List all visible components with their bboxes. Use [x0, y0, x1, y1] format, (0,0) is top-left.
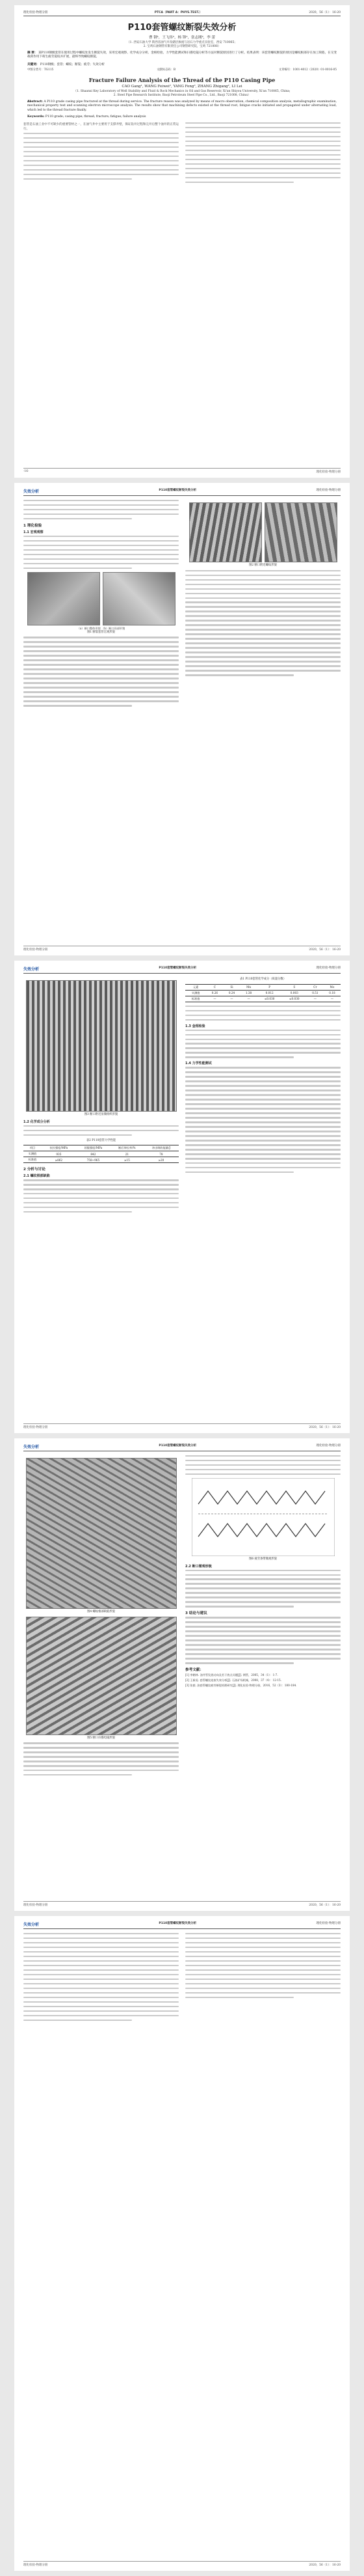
page-4-left-column	[23, 1455, 179, 1779]
figure-1	[23, 572, 179, 625]
figure-4-caption: 图4 螺纹根部缺陷形貌	[87, 1610, 115, 1613]
footer-citation: 2020，56（1）：16-20	[309, 948, 341, 952]
figure-3-caption: 图3 断口附近显微组织形貌	[84, 1113, 118, 1116]
page-5	[14, 1916, 350, 2571]
footer-journal: 理化检验-物理分册	[23, 1426, 48, 1429]
running-title: P110套管螺纹断裂失效分析	[159, 1922, 197, 1925]
page-header	[23, 1921, 341, 1929]
abstract-en-label: Abstract:	[27, 100, 43, 103]
table-2: 项目 抗拉强度/MPa 屈服强度/MPa 断后伸长率/% 冲击吸收能量/J 实测值 935 842 21 78 标准值 ≥862 758~965 ≥15 ≥20	[23, 1145, 179, 1163]
section-heading: 3 结论与建议	[185, 1611, 207, 1616]
abstract-en-text: A P110 grade casing pipe fractured at the thread during service. The fracture reason was analyzed by means of macro observation, chemical composition analysis, metallographic examination, mechanical property test and scanning electron microscope analysis. The results show that machining defects existed at the thread root, fatigue cracks initiated and propagated under alternating load, which led to the thread fracture finally.	[27, 100, 337, 112]
article-meta	[27, 68, 337, 72]
page-header	[23, 488, 341, 496]
table-1: 元素 C Si Mn P S Cr Mo 实测值 0.26 0.24 1.38 0.012 0.003 0.51 0.18 标准值 — — — ≤0.030 ≤0.030 — —	[185, 984, 341, 1002]
page-header	[23, 1444, 341, 1451]
journal-cn-name: 理化检验-物理分册	[23, 11, 48, 14]
page-3-right-column	[185, 978, 341, 1216]
page-5-left-column	[23, 1933, 179, 2024]
page-1-body	[23, 122, 341, 186]
page-2-right-column	[185, 500, 341, 709]
figure-6-caption: 图6 疲劳条带微观形貌	[249, 1557, 277, 1561]
reference-item: [2] 王新虎. 套管螺纹连接失效分析[J]. 石油矿场机械，2008，37（4）：12-15.	[185, 1679, 281, 1682]
running-title: P110套管螺纹断裂失效分析	[159, 1444, 197, 1447]
figure-1-caption: 图1 断裂套管宏观形貌	[87, 630, 115, 634]
page-2-body	[23, 500, 341, 709]
table-row: 实测值 0.26 0.24 1.38 0.012 0.003 0.51 0.18	[185, 990, 341, 996]
page-3-body	[23, 978, 341, 1216]
journal-header-mid: PTCA（PART A：PHYS.TEST.）	[154, 11, 202, 14]
subsection-heading: 1.3 金相检验	[185, 1024, 205, 1028]
abstract-cn-label: 摘 要：	[27, 51, 38, 55]
figure-4	[23, 1458, 179, 1609]
references-list	[185, 1673, 341, 1688]
section-heading: 1 理化检验	[23, 523, 42, 528]
abstract-cn	[27, 51, 337, 60]
page-1-left-column	[23, 122, 179, 186]
page-4-right-column	[185, 1455, 341, 1779]
section-logo: 失效分析	[23, 1923, 40, 1927]
section-logo: 失效分析	[23, 967, 40, 972]
table-row: 标准值 ≥862 758~965 ≥15 ≥20	[23, 1157, 179, 1163]
figure-2-caption: 图2 断口附近螺纹形貌	[249, 564, 277, 567]
article-title-cn: P110套管螺纹断裂失效分析	[127, 23, 237, 33]
journal-cn-name: 理化检验-物理分册	[316, 966, 341, 970]
doc-code: 文献标志码：B	[157, 68, 176, 72]
clc-number: 中图分类号：TG115	[27, 68, 54, 72]
affiliation-cn-2: 2. 宝鸡石油钢管有限责任公司钢管研究院，宝鸡 721008）	[143, 45, 221, 48]
subsection-heading: 2.2 断口微观形貌	[185, 1564, 212, 1569]
page-footer	[23, 468, 341, 474]
keywords-en-label: Keywords:	[27, 115, 45, 119]
authors-en: CAO Gang¹, WANG Feiwei², YANG Feng², ZHANG Zhigang², LI Lei	[122, 84, 242, 89]
keywords-cn-text: P110钢级；套管；螺纹；断裂；疲劳；失效分析	[40, 62, 105, 66]
section-heading: 2 分析与讨论	[23, 1168, 46, 1172]
thread-profile-diagram	[192, 1478, 335, 1556]
references-heading: 参考文献：	[185, 1668, 203, 1673]
figure-3	[23, 980, 179, 1112]
keywords-en	[27, 115, 337, 118]
footer-citation: 2020，56（1）：16-20	[309, 1426, 341, 1429]
footer-journal: 理化检验-物理分册	[23, 1904, 48, 1907]
footer-journal: 理化检验-物理分册	[23, 948, 48, 952]
page-2	[14, 483, 350, 955]
page-3-left-column	[23, 978, 179, 1216]
affiliation-en-1: （1. Shaanxi Key Laboratory of Well Stability and Fluid & Rock Mechanics in Oil and Gas Reservoir, Xi'an Shiyou University, Xi'an 710065, China;	[73, 89, 291, 93]
table-row: 标准值 — — — ≤0.030 ≤0.030 — —	[185, 996, 341, 1002]
figure-5-caption: 图5 断口扫描电镜形貌	[87, 1736, 115, 1740]
journal-citation: 2020，56（1）：16-20	[309, 11, 341, 14]
page-footer	[23, 1423, 341, 1429]
table-1-caption: 表1 P110套管化学成分（质量分数）	[239, 978, 287, 981]
section-logo: 失效分析	[23, 489, 40, 494]
subsection-heading: 1.4 力学性能测试	[185, 1062, 212, 1066]
page-4-body	[23, 1455, 341, 1779]
authors-cn: 曹 钢¹，王飞伟²，杨 锋²，张志刚²，李 蕾	[148, 36, 216, 40]
footer-journal: 理化检验-物理分册	[316, 471, 341, 474]
footer-page-number: ·16·	[23, 470, 29, 473]
subsection-heading: 1.2 化学成分分析	[23, 1119, 50, 1124]
table-row: 实测值 935 842 21 78	[23, 1151, 179, 1157]
page-footer	[23, 946, 341, 952]
figure-2	[185, 502, 341, 562]
page-header	[23, 966, 341, 974]
affiliation-en-2: 2. Steel Pipe Research Institute, Baoji Petroleum Steel Pipe Co., Ltd., Baoji 721008, China）	[113, 93, 251, 97]
running-title: P110套管螺纹断裂失效分析	[159, 489, 197, 492]
footer-citation: 2020，56（1）：16-20	[309, 2564, 341, 2567]
article-number: 文章编号：1001-4012（2020）01-0016-05	[278, 68, 337, 72]
reference-item: [3] 张毅. 油套管螺纹疲劳断裂机理研究[J]. 理化检验-物理分册，2016，52（3）：180-184.	[185, 1684, 297, 1688]
page-footer	[23, 1901, 341, 1907]
subsection-heading: 2.1 螺纹根部缺陷	[23, 1174, 50, 1179]
intro-paragraph: 套管是石油工业中不可缺少的重要管材之一，在油气井中主要用于支撑井壁，保证钻井过程和完井后整个油井的正常运行。	[23, 123, 179, 131]
keywords-cn-label: 关键词：	[27, 62, 40, 66]
article-title-en: Fracture Failure Analysis of the Thread of the P110 Casing Pipe	[88, 76, 276, 83]
page-4	[14, 1438, 350, 1911]
table-2-caption: 表2 P110套管力学性能	[86, 1138, 116, 1142]
abstract-cn-text: 某P110钢级套管在使用过程中螺纹处发生断裂失效，采用宏观观察、化学成分分析、金相检验、力学性能测试和扫描电镜分析等方法对断裂原因进行了分析。结果表明：该套管螺纹断裂的原因是螺纹根部存在加工缺陷，在交变载荷作用下萌生疲劳裂纹并扩展，最终导致螺纹断裂。	[27, 51, 337, 59]
page-1-right-column	[185, 122, 341, 186]
journal-cn-name: 理化检验-物理分册	[316, 1444, 341, 1447]
figure-1-subcaption: （a）断口整体形貌 （b）断口局部形貌	[77, 626, 125, 630]
keywords-en-text: P110 grade; casing pipe; thread; fracture; fatigue; failure analysis	[45, 115, 146, 119]
page-3	[14, 961, 350, 1433]
abstract-en	[27, 100, 337, 113]
page-2-left-column	[23, 500, 179, 709]
page-5-body	[23, 1933, 341, 2024]
running-title: P110套管螺纹断裂失效分析	[159, 966, 197, 970]
subsection-heading: 1.1 宏观观察	[23, 530, 44, 534]
page-5-right-column	[185, 1933, 341, 2024]
page-1	[14, 5, 350, 478]
figure-5	[23, 1617, 179, 1735]
journal-cn-name: 理化检验-物理分册	[316, 489, 341, 492]
affiliation-cn-1: （1. 西安石油大学 陕西省油气井及储层渗流与岩石力学重点实验室，西安 710065；	[127, 41, 237, 44]
journal-cn-name: 理化检验-物理分册	[316, 1922, 341, 1925]
footer-journal: 理化检验-物理分册	[23, 2564, 48, 2567]
footer-citation: 2020，56（1）：16-20	[309, 1904, 341, 1907]
reference-item: [1] 李鹤林. 油井管发展动向及若干热点问题[J]. 钢管，2005，34（1）：1-7.	[185, 1673, 278, 1677]
keywords-cn	[27, 62, 337, 66]
page-header	[23, 10, 341, 16]
section-logo: 失效分析	[23, 1445, 40, 1449]
page-footer	[23, 2561, 341, 2567]
figure-6	[185, 1478, 341, 1556]
